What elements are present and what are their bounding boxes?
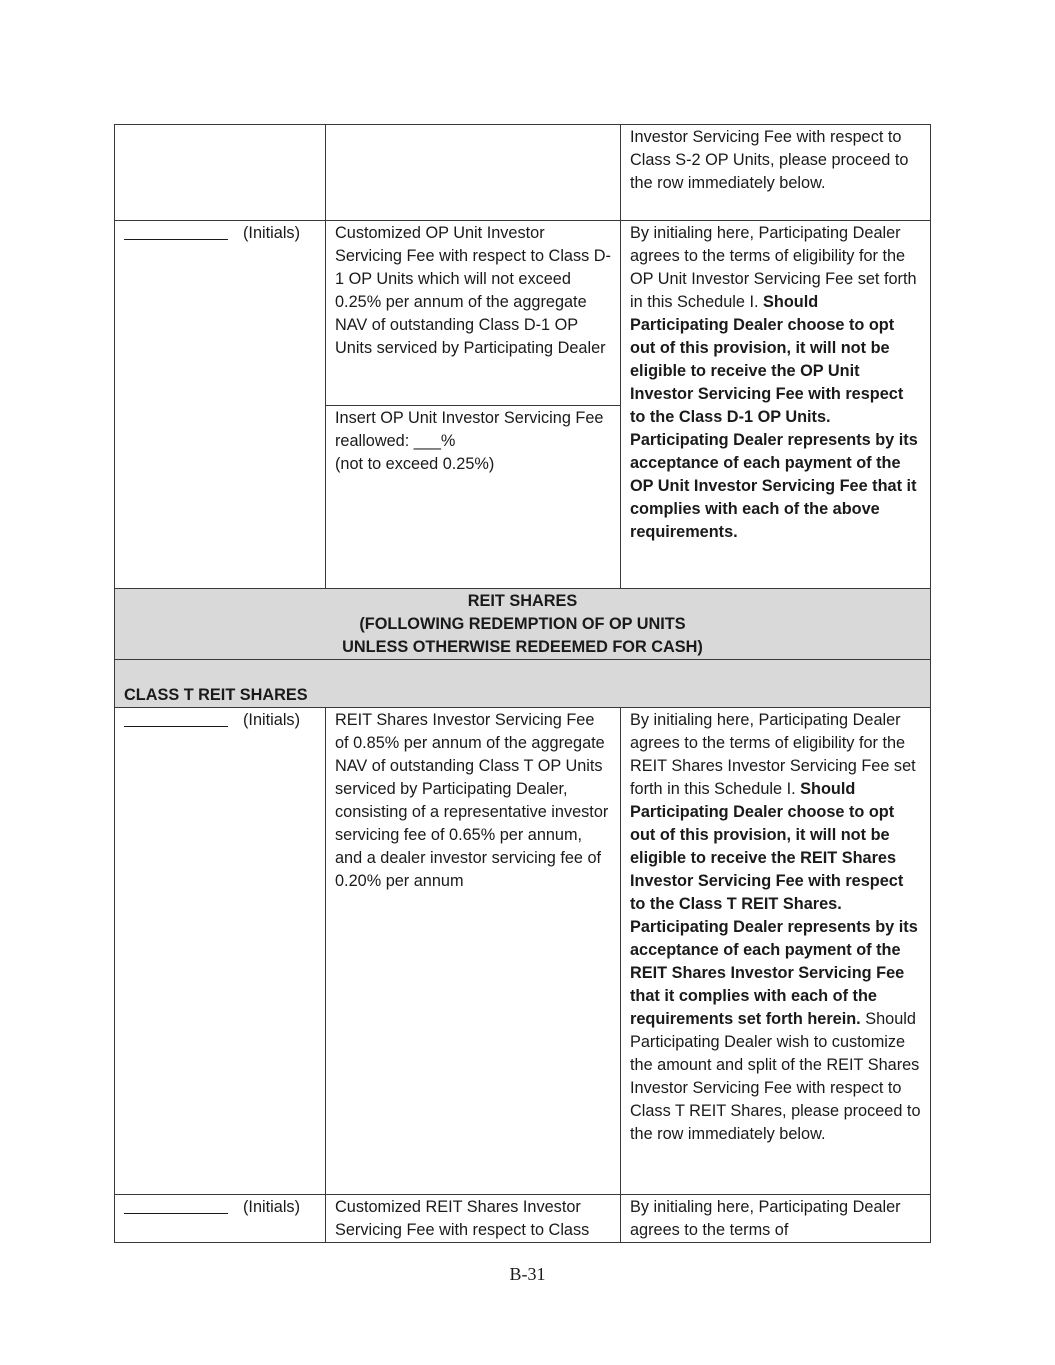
terms-text-bold: Should Participating Dealer choose to opt out of this provision, it will not be eligible to receive the OP Unit Investor Servicing Fee with respect to the Class D-1 OP Units. Participating Dealer represents by its acceptance of each payment of the OP Unit Investor Servicing Fee that it complies with each of the above requirements. [630,293,918,541]
page-number: B-31 [509,1264,546,1284]
insert-fee-text: Insert OP Unit Investor Servicing Fee reallowed: ___% [335,409,604,450]
terms-cell [621,221,931,589]
section-header-line2: (FOLLOWING REDEMPTION OF OP UNITS [359,615,686,633]
class-t-header: CLASS T REIT SHARES [115,660,931,708]
section-header-line3: UNLESS OTHERWISE REDEEMED FOR CASH) [342,638,703,656]
description-text: Customized OP Unit Investor Servicing Fee with respect to Class D-1 OP Units which will not exceed 0.25% per annum of the aggregate NAV of outstanding Class D-1 OP Units serviced by Participating Dealer [335,224,611,357]
terms-text: By initialing here, Participating Dealer agrees to the terms of [630,1198,901,1239]
initials-blank[interactable] [124,222,228,240]
description-text: Customized REIT Shares Investor Servicing Fee with respect to Class [335,1198,590,1239]
terms-cell [621,1195,931,1243]
terms-cell [621,708,931,1195]
section-header [115,589,931,660]
initials-label: (Initials) [243,224,300,242]
insert-fee-limit: (not to exceed 0.25%) [335,455,495,473]
description-cell [326,221,621,406]
terms-text-customize: Should Participating Dealer wish to customize the amount and split of the REIT Shares Investor Servicing Fee with respect to Class T REIT Shares, please proceed to the row immediately below. [630,1010,921,1143]
table-row-customized-reit [115,1195,931,1243]
class-header-row [115,660,931,708]
terms-cell [621,125,931,221]
initials-cell [115,221,326,589]
initials-cell [115,708,326,1195]
section-header-line1: REIT SHARES [467,592,578,610]
insert-fee-cell [326,406,621,589]
terms-text-normal: By initialing here, Participating Dealer agrees to the terms of eligibility for the OP Unit Investor Servicing Fee set forth in this Schedule I. [630,224,917,311]
description-text: REIT Shares Investor Servicing Fee of 0.85% per annum of the aggregate NAV of outstanding Class T OP Units serviced by Participating Dealer, consisting of a representative investor servicing fee of 0.65% per annum, and a dealer investor servicing fee of 0.20% per annum [335,711,609,890]
initials-blank[interactable] [124,709,228,727]
section-header-row [115,589,931,660]
initials-blank[interactable] [124,1196,228,1214]
description-cell-empty [326,125,621,221]
description-cell [326,708,621,1195]
description-cell [326,1195,621,1243]
terms-text-bold: Should Participating Dealer choose to opt out of this provision, it will not be eligible to receive the REIT Shares Investor Servicing Fee with respect to the Class T REIT Shares. Participating Dealer represents by its acceptance of each payment of the REIT Shares Investor Servicing Fee that it complies with each of the requirements set forth herein. [630,780,918,1028]
terms-text-normal: By initialing here, Participating Dealer agrees to the terms of eligibility for the REIT Shares Investor Servicing Fee set forth in this Schedule I. [630,711,916,798]
initials-label: (Initials) [243,711,300,729]
schedule-table [114,124,931,1243]
initials-cell-empty [115,125,326,221]
terms-text: Investor Servicing Fee with respect to Class S-2 OP Units, please proceed to the row immediately below. [630,128,909,192]
table-row-class-t [115,708,931,1195]
initials-cell [115,1195,326,1243]
table-row-continuation [115,125,931,221]
table-row-d1-customized [115,221,931,406]
initials-label: (Initials) [243,1198,300,1216]
